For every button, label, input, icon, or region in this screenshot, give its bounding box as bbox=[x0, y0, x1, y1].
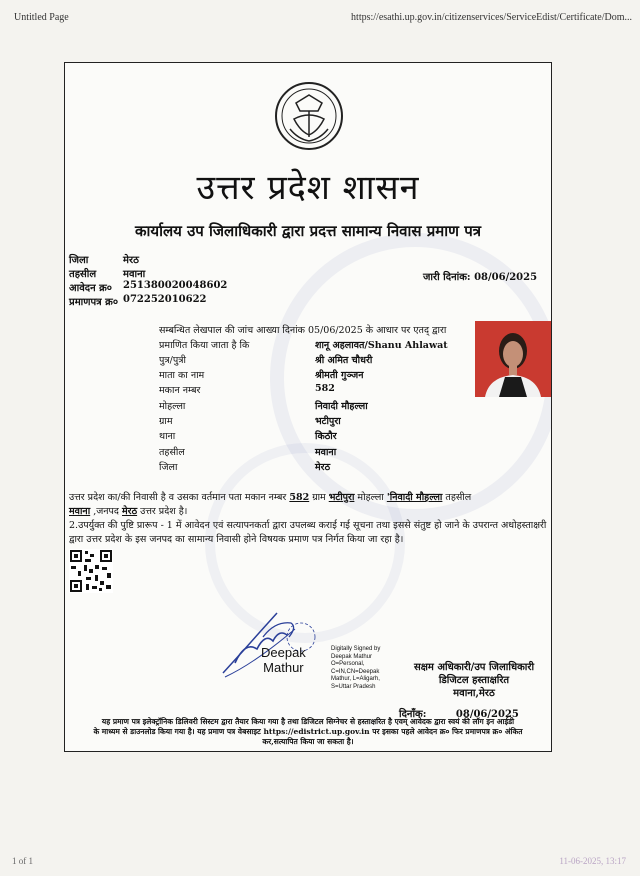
detail-label: पुत्र/पुत्री bbox=[159, 355, 186, 366]
browser-url: https://esathi.up.gov.in/citizenservices/ServiceEdist/Certificate/Dom... bbox=[351, 12, 632, 23]
detail-row bbox=[159, 383, 335, 396]
dsig-line: Mathur, L=Aligarh, bbox=[331, 676, 380, 682]
dsig-line: Digitally Signed by bbox=[331, 646, 381, 652]
meta-label: जिला bbox=[69, 255, 89, 266]
signer-name bbox=[261, 645, 306, 675]
detail-label: जिला bbox=[159, 462, 178, 473]
dsig-line: C=IN,CN=Deepak bbox=[331, 668, 380, 675]
authority-line: डिजिटल हस्ताक्षरित bbox=[438, 675, 510, 686]
meta-value: 251380020048602 bbox=[123, 280, 228, 291]
para-text: तहसील bbox=[442, 492, 472, 503]
meta-value: मेरठ bbox=[123, 255, 139, 266]
para-text: ग्राम bbox=[309, 492, 329, 503]
mohalla-name: 'निवादी मौहल्ला bbox=[386, 492, 443, 503]
detail-label: तहसील bbox=[159, 447, 185, 458]
up-government-emblem-icon bbox=[274, 81, 344, 151]
meta-value: मवाना bbox=[123, 269, 146, 280]
qr-code-icon bbox=[69, 549, 113, 593]
dsig-line: S=Uttar Pradesh bbox=[331, 683, 376, 690]
detail-label: मकान नम्बर bbox=[159, 385, 201, 396]
detail-label: माता का नाम bbox=[159, 370, 205, 381]
detail-value: भटीपुरा bbox=[315, 416, 341, 427]
footer-line: यह प्रमाण पत्र इलेक्ट्रॉनिक डिलिवरी सिस्टम द्वारा तैयार किया गया है तथा डिजिटल सिग्नेचर से हस्ताक्षरित है एवम् आवेदक द्वारा स्वयं की लॉग इन आईडी bbox=[101, 717, 515, 726]
signer-last-name: Mathur bbox=[263, 660, 304, 675]
detail-value: मेरठ bbox=[315, 462, 331, 473]
issue-date-value: 08/06/2025 bbox=[474, 272, 538, 283]
detail-row bbox=[159, 399, 368, 412]
certificate bbox=[64, 62, 552, 752]
authority-line: मवाना,मेरठ bbox=[453, 688, 495, 699]
detail-value: किठौर bbox=[315, 431, 337, 442]
intro-line: सम्बन्धित लेखपाल की जांच आख्या दिनांक 05/06/2025 के आधार पर एतद् द्वारा bbox=[159, 325, 447, 336]
para-text: उत्तर प्रदेश है। bbox=[137, 506, 188, 517]
para-text: ,जनपद bbox=[90, 506, 122, 517]
detail-label: प्रमाणित किया जाता है कि bbox=[159, 340, 250, 351]
para-text: उत्तर प्रदेश का/की निवासी है व उसका वर्तमान पता मकान नम्बर bbox=[69, 492, 290, 503]
village-name: भटीपुरा bbox=[328, 492, 355, 503]
applicant-photo bbox=[475, 321, 551, 397]
certificate-subtitle: कार्यालय उप जिलाधिकारी द्वारा प्रदत्त सामान्य निवास प्रमाण पत्र bbox=[135, 222, 481, 240]
certificate-title: उत्तर प्रदेश शासन bbox=[196, 168, 420, 208]
residence-paragraph bbox=[69, 491, 549, 519]
detail-value: निवादी मौहल्ला bbox=[315, 401, 368, 412]
meta-label: प्रमाणपत्र क्र० bbox=[69, 297, 119, 308]
tehsil-name: मवाना bbox=[69, 506, 91, 517]
detail-label: मोहल्ला bbox=[159, 401, 186, 412]
confirmation-paragraph: 2.उपर्युक्त की पुष्टि प्रारूप - 1 में आवेदन एवं सत्यापनकर्ता द्वारा उपलब्ध कराई गई सूचना तथा इससे संतुष्ट हो जाने के उपरान्त अधोहस्ताक्षरी द्वारा उत्तर प्रदेश के इस जनपद का सामान्य निवासी होने विषयक प्रमाण पत्र निर्गत किया जा रहा है। bbox=[69, 520, 547, 545]
detail-row bbox=[159, 445, 337, 458]
digital-signature-details bbox=[331, 646, 401, 691]
detail-value: शानू अहलावत/Shanu Ahlawat bbox=[315, 340, 448, 351]
footer-note bbox=[65, 717, 551, 747]
sign-date-label: दिनाँक: bbox=[399, 709, 427, 720]
detail-row bbox=[159, 368, 364, 381]
detail-value: श्रीमती गुञ्जन bbox=[315, 370, 364, 381]
detail-label: थाना bbox=[159, 431, 176, 442]
page-count: 1 of 1 bbox=[12, 856, 33, 866]
browser-page-title: Untitled Page bbox=[14, 12, 69, 23]
signing-authority bbox=[399, 661, 549, 700]
issue-date bbox=[423, 269, 537, 283]
issue-date-label: जारी दिनांक: bbox=[423, 272, 471, 283]
meta-value: 072252010622 bbox=[123, 294, 207, 305]
district-name: मेरठ bbox=[122, 506, 138, 517]
detail-row bbox=[159, 460, 331, 473]
detail-label: ग्राम bbox=[159, 416, 173, 427]
footer-line: कर,सत्यापित किया जा सकता है। bbox=[262, 737, 354, 746]
dsig-line: Deepak Mathur bbox=[331, 653, 373, 660]
para-text: मोहल्ला bbox=[354, 492, 387, 503]
sign-date-value: 08/06/2025 bbox=[455, 709, 519, 720]
detail-value: श्री अमित चौधरी bbox=[315, 355, 373, 366]
authority-line: सक्षम अधिकारी/उप जिलाधिकारी bbox=[413, 662, 535, 673]
dsig-line: O=Personal, bbox=[331, 661, 365, 667]
meta-label: आवेदन क्र० bbox=[69, 283, 113, 294]
detail-row bbox=[159, 429, 337, 442]
house-number: 582 bbox=[289, 492, 310, 503]
detail-value: मवाना bbox=[315, 447, 337, 458]
detail-row bbox=[159, 414, 341, 427]
detail-row bbox=[159, 353, 373, 366]
detail-row bbox=[159, 338, 448, 351]
detail-value: 582 bbox=[315, 383, 335, 394]
footer-line: के माध्यम से डाउनलोड किया गया है। यह प्रमाण पत्र वेबसाइट https://edistrict.up.gov.in पर इसका पहले आवेदन क्र० फिर प्रमाणपत्र क्र० अंकित bbox=[93, 727, 523, 736]
print-time: 11-06-2025, 13:17 bbox=[559, 856, 626, 866]
meta-label: तहसील bbox=[69, 269, 97, 280]
signer-first-name: Deepak bbox=[261, 645, 306, 660]
